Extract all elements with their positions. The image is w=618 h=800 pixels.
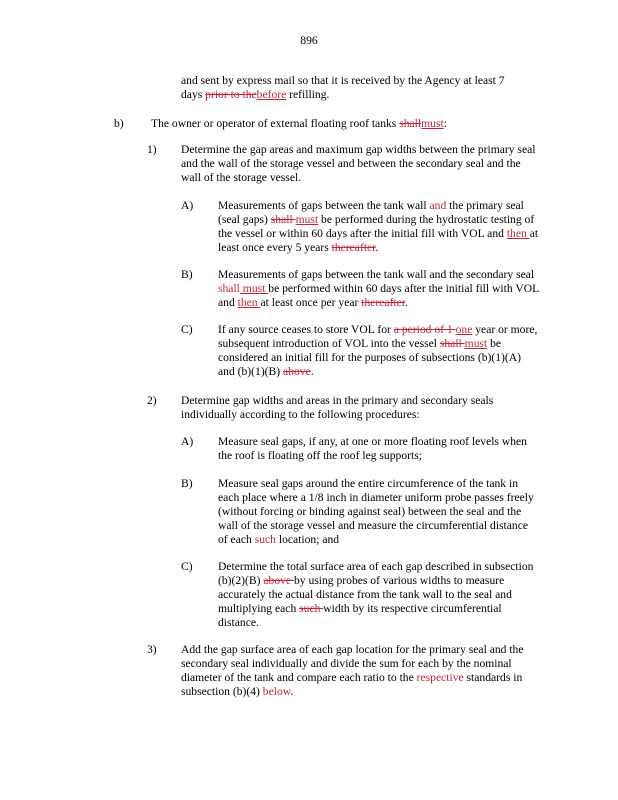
inserted-text: before <box>256 88 287 101</box>
text: location; and <box>275 533 340 546</box>
deleted-text: thereafter <box>331 241 376 254</box>
text: The owner or operator of external floating roof tanks <box>151 117 400 130</box>
item-marker-b1: 1) <box>147 143 157 156</box>
inserted-text: such <box>254 533 276 546</box>
item-b1a-text <box>218 199 540 255</box>
item-b2a-text: Measure seal gaps, if any, at one or more floating roof levels when the roof is floating off the roof leg supports; <box>218 435 527 462</box>
text: . <box>310 365 314 378</box>
deleted-text: shall <box>270 213 296 226</box>
text: the primary seal (seal gaps) <box>218 199 524 226</box>
text: be performed during the hydrostatic testing of the vessel or within 60 days after the initial fill with VOL and <box>218 213 535 240</box>
item-marker-b2a: A) <box>181 435 194 448</box>
text: at least once every 5 years <box>218 227 539 254</box>
text: be considered an initial fill for the purposes of subsections (b)(1)(A) and (b)(1)(B) <box>218 337 521 378</box>
inserted-text: must <box>464 337 488 350</box>
inserted-text: then <box>237 296 261 309</box>
deleted-text: shall <box>439 337 465 350</box>
item-b2b-text <box>218 477 538 547</box>
inserted-text: must <box>239 282 269 295</box>
page-number: 896 <box>300 34 318 47</box>
item-marker-b1a: A) <box>181 199 194 212</box>
deleted-text: prior to the <box>205 88 257 101</box>
text: at least once per year <box>260 296 362 309</box>
text: width by its respective circumferential distance. <box>218 602 502 629</box>
continuation-paragraph <box>181 74 526 102</box>
text: . <box>290 685 294 698</box>
item-marker-b2c: C) <box>181 560 193 573</box>
inserted-text: and <box>429 199 447 212</box>
deleted-text: such <box>299 602 324 615</box>
inserted-text: then <box>506 227 530 240</box>
text: refilling. <box>286 88 330 101</box>
inserted-text: one <box>455 323 473 336</box>
item-b2c-text <box>218 560 540 630</box>
inserted-text: below <box>262 685 291 698</box>
item-b3-text <box>181 643 543 699</box>
text: If any source ceases to store VOL for <box>218 323 394 336</box>
text: Determine the total surface area of each gap described in subsection (b)(2)(B) <box>218 560 534 587</box>
text: standards in subsection (b)(4) <box>181 671 523 698</box>
deleted-text: above <box>263 574 294 587</box>
text: . <box>375 241 379 254</box>
text: Measurements of gaps between the tank wall and the secondary seal <box>218 268 535 281</box>
text: Add the gap surface area of each gap location for the primary seal and the secondary seal individually and divide the sum for each by the nominal diameter of the tank and compare each ratio to the <box>181 643 524 684</box>
deleted-text: thereafter <box>361 296 406 309</box>
item-marker-b3: 3) <box>147 643 157 656</box>
item-b2-text: Determine gap widths and areas in the primary and secondary seals individually according to the following procedures: <box>181 394 494 421</box>
item-b1c-text <box>218 323 540 379</box>
item-marker-b2b: B) <box>181 477 193 490</box>
item-marker-b2: 2) <box>147 394 157 407</box>
text: be performed within 60 days after the initial fill with VOL and <box>218 282 539 309</box>
text: by using probes of various widths to measure accurately the actual distance from the tank wall to the seal and multiplying each <box>218 574 512 615</box>
item-b1b-text <box>218 268 540 310</box>
item-b1-text: Determine the gap areas and maximum gap widths between the primary seal and the wall of the storage vessel and between the secondary seal and the wall of the storage vessel. <box>181 143 536 184</box>
deleted-text: above <box>283 365 311 378</box>
deleted-text: shall <box>218 282 240 295</box>
inserted-text: must <box>295 213 319 226</box>
item-marker-b1b: B) <box>181 268 193 281</box>
text: : <box>443 117 447 130</box>
text: Measurements of gaps between the tank wall <box>218 199 430 212</box>
text: Measure seal gaps around the entire circumference of the tank in each place where a 1/8 inch in diameter uniform probe passes freely (without forcing or binding against seal) between the seal and the wall of the storage vessel and measure the circumferential distance of each <box>218 477 534 546</box>
inserted-text: respective <box>416 671 464 684</box>
inserted-text: must <box>421 117 444 130</box>
item-b-text <box>151 117 531 131</box>
item-marker-b: b) <box>114 117 124 130</box>
text: and sent by express mail so that it is received by the Agency at least 7 days <box>181 74 505 101</box>
item-marker-b1c: C) <box>181 323 193 336</box>
text: . <box>405 296 408 309</box>
deleted-text: shall <box>399 117 422 130</box>
deleted-text: a period of 1 <box>393 323 456 336</box>
text: year or more, subsequent introduction of VOL into the vessel <box>218 323 538 350</box>
